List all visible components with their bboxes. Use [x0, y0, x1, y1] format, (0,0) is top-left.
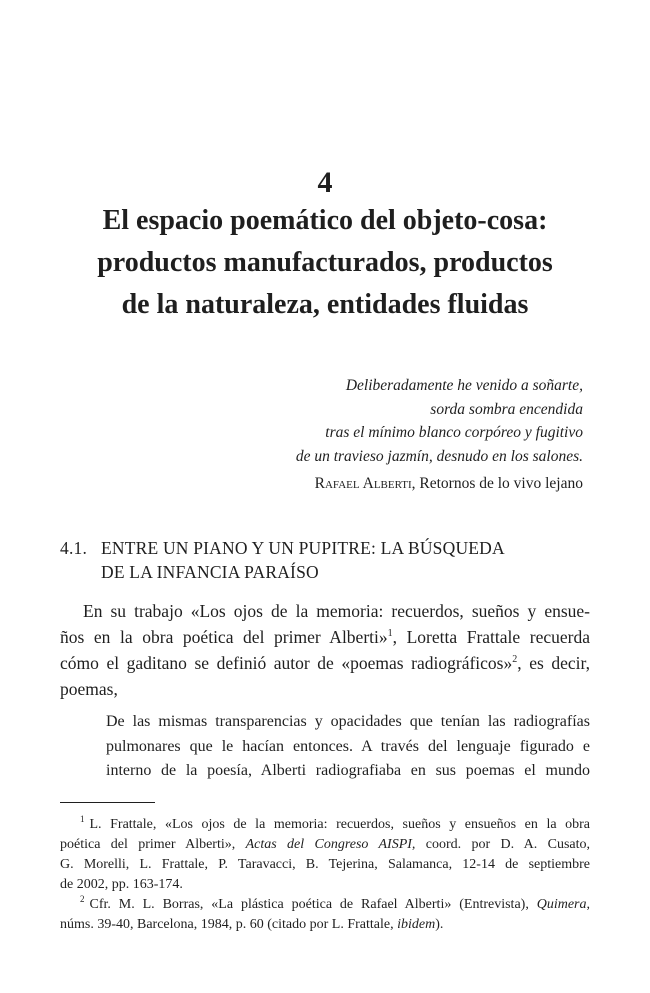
epigraph: [163, 374, 583, 496]
footnote-text: poética del primer Alberti»,: [60, 837, 246, 852]
footnote-2-line: [60, 915, 590, 935]
epigraph-work: Retornos de lo vivo lejano: [419, 475, 583, 492]
footnote-mark: 1: [80, 814, 85, 825]
section-title-line: DE LA INFANCIA PARAÍSO: [101, 562, 319, 582]
footnote-1-line: [60, 835, 590, 855]
footnote-reference[interactable]: 1: [387, 628, 393, 640]
footnote-1-line: [60, 815, 590, 835]
epigraph-verse: tras el mínimo blanco corpóreo y fugitivo: [325, 424, 583, 441]
chapter-title-line: de la naturaleza, entidades fluidas: [121, 289, 529, 320]
body-text-segment: ños en la obra poética del primer Alberti»: [60, 627, 388, 647]
body-text-segment: , es decir,: [517, 653, 590, 673]
chapter-title-line: El espacio poemático del objeto-cosa:: [102, 205, 548, 236]
footnote-2-line: [60, 895, 590, 915]
body-paragraph: [60, 598, 590, 702]
body-text-segment: cómo el gaditano se definió autor de «poemas radiográficos»: [60, 653, 513, 673]
section-heading: [60, 536, 590, 584]
footnote-divider: [60, 802, 155, 803]
quote-line: De las mismas transparencias y opacidades que tenían las radiografías: [106, 713, 590, 730]
epigraph-author: Rafael Alberti: [314, 475, 412, 492]
quote-line: interno de la poesía, Alberti radiografiaba en sus poemas el mundo: [106, 762, 590, 779]
body-line: [60, 624, 590, 650]
chapter-number: 4: [317, 166, 333, 199]
footnote-text: núms. 39-40, Barcelona, 1984, p. 60 (citado por L. Frattale,: [60, 917, 398, 932]
footnotes: [60, 815, 590, 935]
footnote-italic-title: Actas del Congreso AISPI,: [245, 837, 416, 852]
epigraph-verse: Deliberadamente he venido a soñarte,: [345, 377, 583, 394]
epigraph-verse: de un travieso jazmín, desnudo en los salones.: [295, 447, 583, 465]
footnote-mark: 2: [80, 894, 85, 905]
quote-line: pulmonares que le hacían entonces. A través del lenguaje figurado e: [106, 737, 590, 755]
footnote-reference[interactable]: 2: [512, 654, 518, 666]
section-number: 4.1.: [60, 538, 88, 558]
footnote-text: Cfr. M. L. Borras, «La plástica poética de Rafael Alberti» (Entrevista),: [89, 897, 537, 912]
footnote-text: L. Frattale, «Los ojos de la memoria: recuerdos, sueños y ensueños en la obra: [89, 817, 590, 832]
footnote-text: ,: [586, 897, 590, 912]
footnote-1-line: de 2002, pp. 163-174.: [60, 877, 183, 892]
body-text-segment: , Loretta Frattale recuerda: [392, 627, 590, 647]
body-line: poemas,: [60, 679, 118, 699]
footnote-text: ).: [435, 917, 444, 932]
body-line: En su trabajo «Los ojos de la memoria: recuerdos, sueños y ensue-: [83, 601, 590, 621]
footnote-1-line: G. Morelli, L. Frattale, P. Taravacci, B. Tejerina, Salamanca, 12-14 de septiembre: [60, 857, 590, 872]
block-quote: [106, 710, 590, 784]
epigraph-verse: sorda sombra encendida: [430, 400, 583, 418]
section-title-line: ENTRE UN PIANO Y UN PUPITRE: LA BÚSQUEDA: [101, 538, 505, 558]
body-line: [60, 650, 590, 676]
chapter-title: [60, 200, 590, 326]
epigraph-author-separator: ,: [411, 475, 420, 492]
footnote-italic-text: ibidem: [397, 917, 436, 932]
footnote-text: coord. por D. A. Cusato,: [415, 837, 590, 852]
chapter-title-line: productos manufacturados, productos: [97, 247, 553, 278]
footnote-italic-title: Quimera: [536, 897, 587, 912]
epigraph-attribution: [163, 472, 583, 496]
